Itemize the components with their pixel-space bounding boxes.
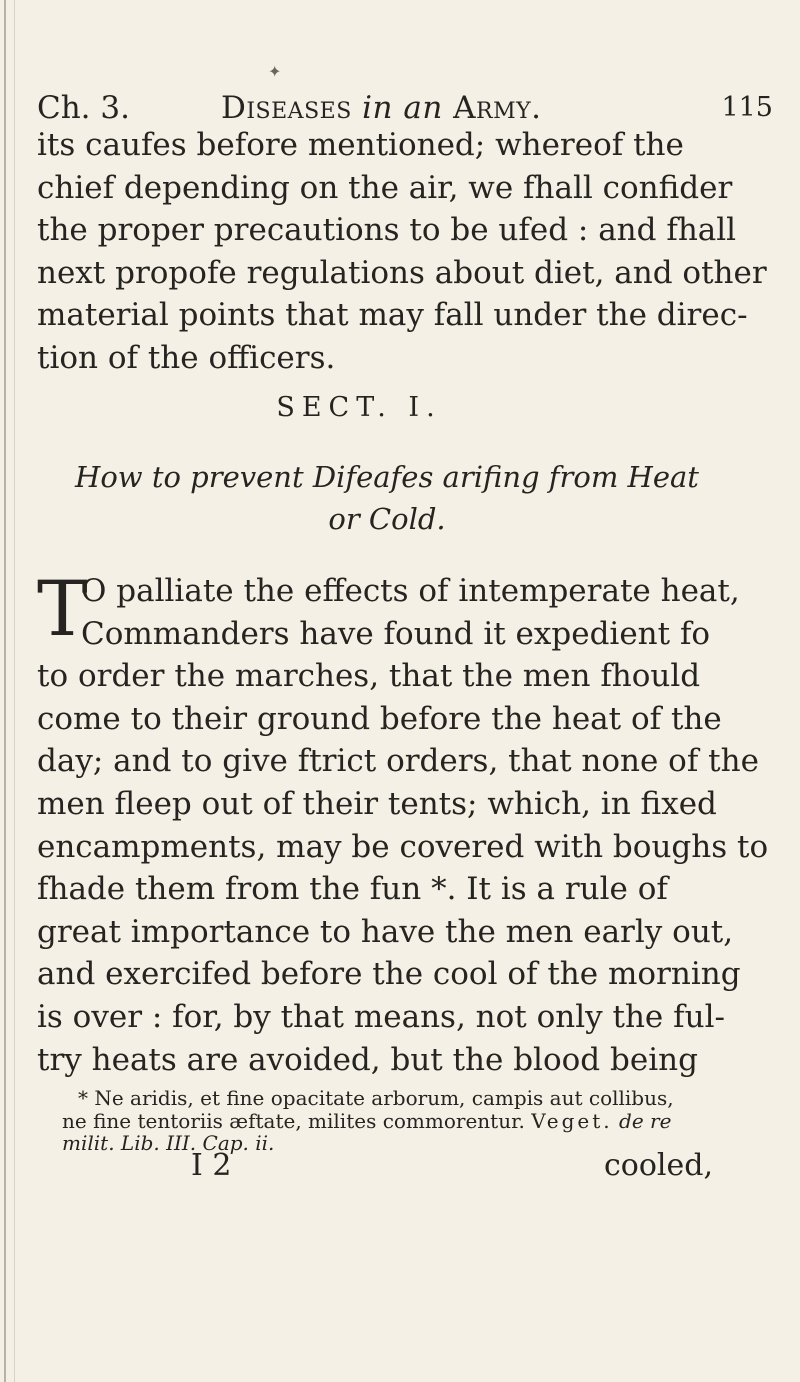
chapter-label: Ch. 3.: [37, 90, 130, 126]
text-line: Commanders have found it expedient fo: [81, 615, 711, 652]
footnote: [62, 1087, 702, 1155]
page-number: 115: [721, 92, 773, 123]
signature-mark: I 2: [191, 1148, 232, 1183]
running-title-part1: Diseases: [221, 90, 352, 126]
text-line: great importance to have the men early out,: [37, 913, 734, 950]
text-line: material points that may fall under the direc-: [37, 297, 748, 334]
body-text: [37, 124, 769, 1078]
subtitle-line: or Cold.: [328, 502, 446, 536]
footnote-author: Veget.: [531, 1108, 613, 1133]
text-line: men fleep out of their tents; which, in fixed: [37, 785, 717, 822]
footnote-work: de re: [619, 1108, 672, 1133]
ink-mark-icon: ✦: [268, 62, 282, 81]
text-line: O palliate the effects of intemperate heat,: [81, 573, 740, 609]
gutter-shadow: [14, 0, 15, 1382]
section-heading: SECT. I.: [276, 392, 442, 423]
catchword: cooled,: [603, 1148, 713, 1183]
section-subtitle: [37, 456, 737, 540]
gutter-edge: [4, 0, 6, 1382]
text-line: the proper precautions to be ufed : and fhall: [37, 212, 737, 249]
footnote-text: ne fine tentoriis æftate, milites commorentur.: [62, 1108, 525, 1133]
footnote-line-2: [62, 1110, 702, 1133]
running-title-part3: Army.: [453, 90, 542, 126]
text-line: its caufes before mentioned; whereof the: [37, 127, 684, 163]
footnote-reference: milit. Lib. III. Cap. ii.: [62, 1131, 275, 1155]
drop-cap: T: [37, 564, 88, 653]
subtitle-line: How to prevent Difeafes arifing from Heat: [75, 460, 699, 494]
intro-paragraph: [37, 124, 767, 380]
text-line: encampments, may be covered with boughs to: [37, 828, 769, 865]
running-title: [221, 90, 542, 126]
text-line: next propofe regulations about diet, and other: [37, 254, 767, 291]
text-line: is over : for, by that means, not only the ful-: [37, 998, 725, 1035]
running-title-part2: in an: [362, 90, 443, 126]
text-line: chief depending on the air, we fhall confider: [37, 169, 733, 206]
text-line: to order the marches, that the men fhould: [37, 658, 701, 695]
footnote-line: * Ne aridis, et fine opacitate arborum, campis aut collibus,: [78, 1086, 674, 1110]
text-line: try heats are avoided, but the blood being: [37, 1041, 698, 1078]
text-line: come to their ground before the heat of the: [37, 700, 722, 737]
text-line: and exercifed before the cool of the morning: [37, 956, 741, 993]
main-paragraph: [37, 564, 769, 1081]
text-line: fhade them from the fun *. It is a rule of: [37, 871, 668, 908]
page-foot: [37, 1148, 713, 1188]
text-line: tion of the officers.: [37, 339, 336, 376]
text-line: day; and to give ftrict orders, that none of the: [37, 743, 759, 780]
